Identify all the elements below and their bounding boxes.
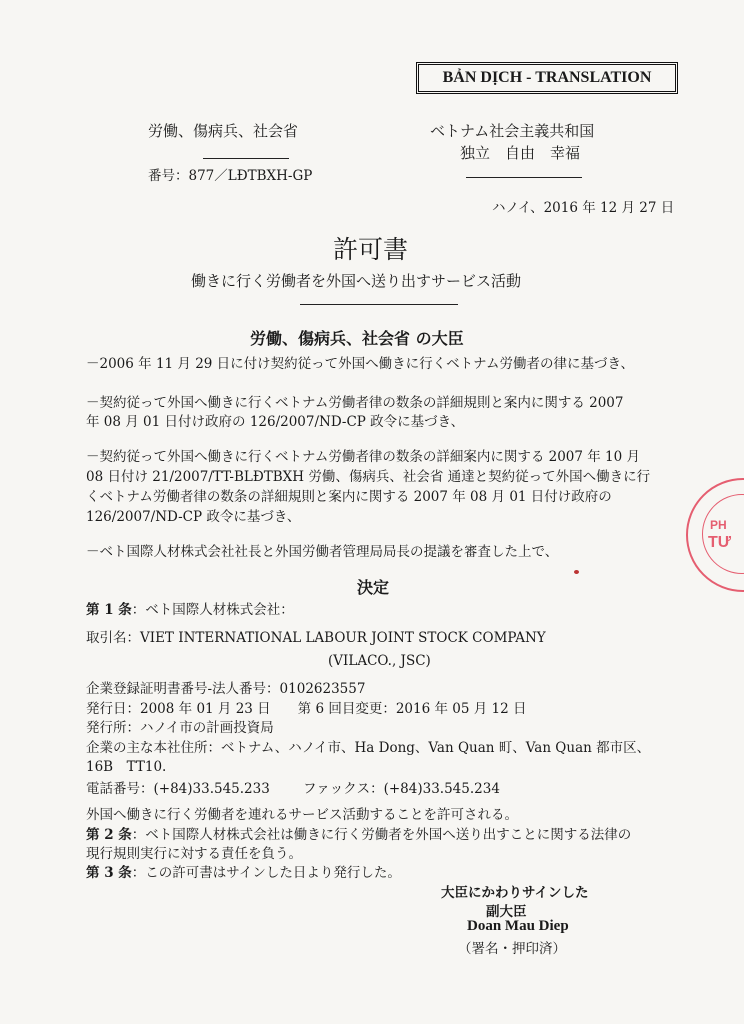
decision-heading: 決定	[357, 578, 390, 597]
signer-name: Doan Mau Diep	[467, 918, 569, 934]
head-office-address: 企業の主な本社住所：ベトナム、ハノイ市、Ha Dong、Van Quan 町、Van Quan 都市区、	[86, 740, 651, 756]
document-subtitle: 働きに行く労働者を外国へ送り出すサービス活動	[191, 272, 522, 290]
preamble-line: 年 08 月 01 日付け政府の 126/2007/ND-CP 政令に基づき、	[86, 414, 465, 430]
registration-number: 企業登録証明書番号-法人番号：0102623557	[86, 681, 366, 697]
document-date: ハノイ、2016 年 12 月 27 日	[492, 200, 675, 216]
article-2-cont: 現行規則実行に対する責任を負う。	[86, 846, 302, 862]
article-2	[86, 823, 631, 843]
issuing-office: 発行所：ハノイ市の計画投資局	[86, 720, 274, 736]
preamble-line: 126/2007/ND-CP 政令に基づき、	[86, 509, 301, 525]
phone-number: 電話番号：(+84)33.545.233	[86, 781, 270, 797]
country-name: ベトナム社会主義共和国	[430, 122, 595, 140]
signature-position: 副大臣	[486, 904, 527, 920]
article-2-label: 第 2 条	[86, 827, 132, 843]
fax-number: ファックス：(+84)33.545.234	[303, 781, 500, 797]
article-3-label: 第 3 条	[86, 865, 132, 881]
preamble-line: 08 日付け 21/2007/TT-BLĐTBXH 労働、傷病兵、社会省 通達と契約従って外国へ働きに行	[86, 469, 651, 485]
article-1-label: 第 1 条	[86, 602, 132, 618]
article-2-text: ：ベト国際人材株式会社は働きに行く労働者を外国へ送り出すことに関する法律の	[131, 827, 632, 843]
preamble-line: －契約従って外国へ働きに行くベトナム労働者律の数条の詳細案内に関する 2007 年 10 月	[86, 449, 641, 465]
translation-box: BẢN DỊCH - TRANSLATION	[416, 62, 678, 94]
divider	[466, 177, 582, 178]
red-seal-stamp	[686, 478, 744, 592]
ministry-name: 労働、傷病兵、社会省	[148, 122, 299, 140]
ink-speck	[574, 570, 579, 574]
article-3-text: ：この許可書はサインした日より発行した。	[131, 865, 401, 881]
divider	[300, 304, 458, 305]
signature-on-behalf: 大臣にかわりサインした	[441, 885, 589, 901]
preamble-line: －ベト国際人材株式会社社長と外国労働者管理局局長の提議を審査した上で、	[86, 544, 559, 560]
signature-note: （署名・押印済）	[458, 941, 566, 957]
issue-date: 発行日：2008 年 01 月 23 日 第 6 回目変更：2016 年 05 月 12 日	[86, 701, 527, 717]
preamble-line: －2006 年 11 月 29 日に付け契約従って外国へ働きに行くベトナム労働者の律に基づき、	[86, 356, 634, 372]
permission-text: 外国へ働きに行く労働者を連れるサービス活動することを許可される。	[86, 807, 518, 823]
divider	[203, 158, 289, 159]
document-title: 許可書	[333, 235, 409, 264]
trade-name: 取引名：VIET INTERNATIONAL LABOUR JOINT STOCK COMPANY	[86, 630, 546, 646]
article-3	[86, 861, 401, 881]
article-1	[86, 598, 294, 618]
preamble-line: くベトナム労働者律の数条の詳細規則と案内に関する 2007 年 08 月 01 日付け政府の	[86, 489, 612, 505]
company-abbreviation: (VILACO., JSC)	[328, 653, 431, 669]
article-1-text: ：ベト国際人材株式会社：	[131, 602, 294, 618]
head-office-address-cont: 16B TT10.	[86, 759, 167, 775]
seal-text: PH	[710, 518, 727, 532]
minister-heading: 労働、傷病兵、社会省 の大臣	[250, 329, 464, 348]
national-motto: 独立 自由 幸福	[460, 144, 581, 162]
seal-text: TƯ	[708, 534, 732, 551]
preamble-line: －契約従って外国へ働きに行くベトナム労働者律の数条の詳細規則と案内に関する 2007	[86, 395, 624, 411]
document-number: 番号：877／LĐTBXH-GP	[148, 168, 313, 184]
